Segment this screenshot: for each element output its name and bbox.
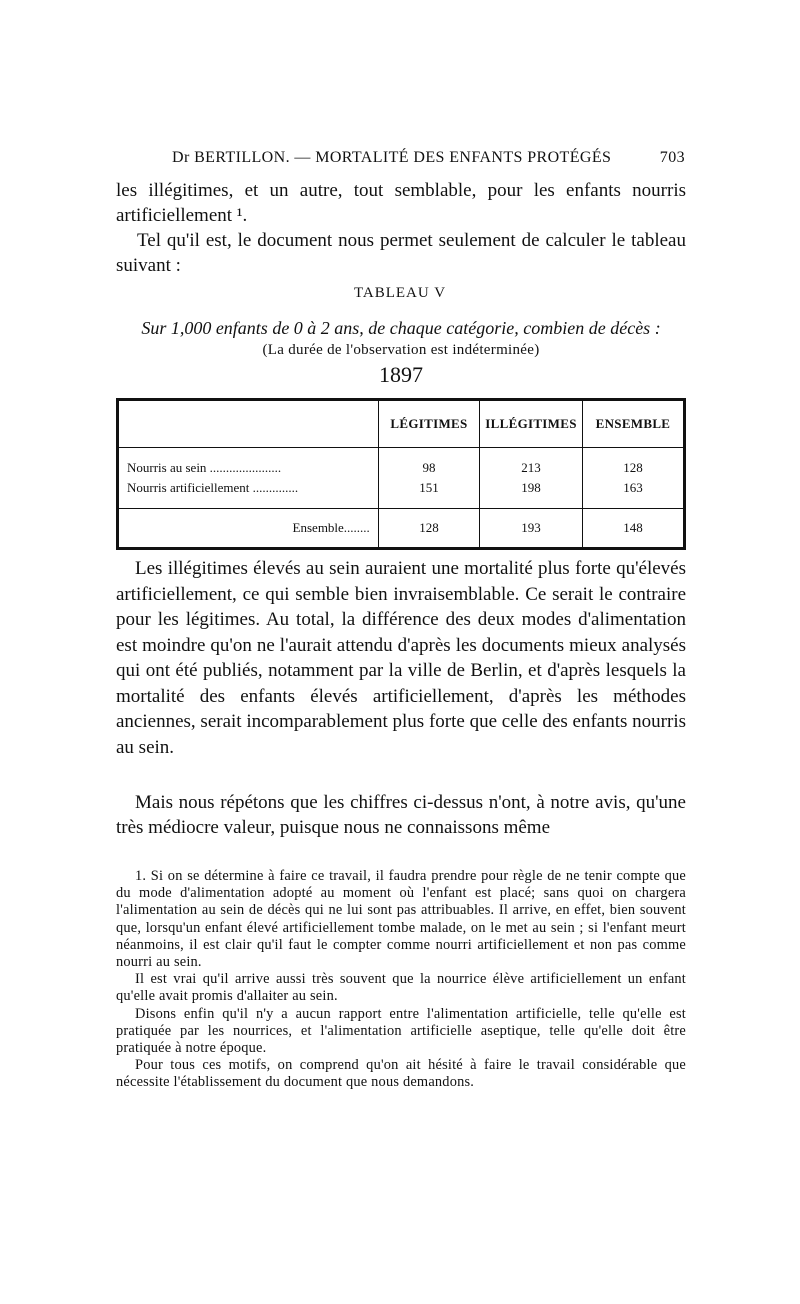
cell-artificiel-legitimes: 151 (378, 478, 479, 498)
cell-artificiel-ensemble: 163 (623, 480, 643, 495)
table-header-row (118, 400, 685, 448)
footnotes (116, 868, 686, 1092)
running-head-title: Dr BERTILLON. — MORTALITÉ DES ENFANTS PROTÉGÉS (172, 149, 612, 166)
mortality-table (116, 398, 686, 550)
paragraph-intro-table: Tel qu'il est, le document nous permet seulement de calculer le tableau suivant : (116, 230, 686, 276)
cell-sein-ensemble: 128 (623, 460, 643, 475)
table-total-row (118, 509, 685, 549)
paragraph-continuation: les illégitimes, et un autre, tout semblable, pour les enfants nourris artificiellement ¹. (116, 180, 686, 226)
header-legitimes: LÉGITIMES (378, 400, 479, 448)
cell-sein-illegitimes: 213 (480, 458, 583, 478)
header-ensemble: ENSEMBLE (582, 400, 684, 448)
footnote-paragraph: Il est vrai qu'il arrive aussi très souvent que la nourrice élève artificiellement un enfant qu'elle avait promis d'allaiter au sein. (116, 971, 686, 1005)
header-blank-cell (118, 400, 379, 448)
footnote-paragraph: Pour tous ces motifs, on comprend qu'on ait hésité à faire le travail considérable que nécessite l'établissement du document que nous demandons. (116, 1057, 686, 1091)
footnote-paragraph: Disons enfin qu'il n'y a aucun rapport entre l'alimentation artificielle, telle qu'elle est pratiquée par les nourrices, et l'alimentation artificielle aseptique, telle qu'elle doit être pratiquée à notre époque. (116, 1005, 686, 1057)
header-illegitimes: ILLÉGITIMES (480, 400, 583, 448)
page-number: 703 (659, 149, 685, 166)
paragraph-analysis: Les illégitimes élevés au sein auraient une mortalité plus forte qu'élevés artificiellement, ce qui semble bien invraisemblable. Ce serait le contraire pour les légitimes. Au total, la différence des deux modes d'alimentation est moindre qu'on ne l'aurait attendu d'après les documents mieux analysés qui ont été publiés, notamment par la ville de Berlin, et d'après lesquels la mortalité des enfants élevés artificiellement, d'après les méthodes anciennes, serait incomparablement plus forte que celle des enfants nourris au sein. (116, 558, 686, 758)
footnote-1: 1. Si on se détermine à faire ce travail, il faudra prendre pour règle de ne tenir compte que du mode d'alimentation adopté au moment où l'enfant est placé; sans quoi on chargera l'alimentation au sein de décès qui ne lui sont pas attribuables. Il arrive, en effet, bien souvent que, lorsqu'un enfant élevé artificiellement tombe malade, on le met au sein ; si l'enfant meurt néanmoins, il est clair qu'il faut le compter comme nourri artificiellement et non pas comme nourri au sein. (116, 868, 686, 971)
cell-total-ensemble: 148 (582, 509, 684, 549)
cell-total-illegitimes: 193 (480, 509, 583, 549)
table-year: 1897 (379, 362, 423, 387)
cell-sein-legitimes: 98 (378, 458, 479, 478)
row-label-sein: Nourris au sein ...................... (118, 458, 379, 478)
cell-artificiel-illegitimes: 198 (480, 478, 583, 498)
cell-total-legitimes: 128 (378, 509, 479, 549)
table-row (118, 458, 685, 478)
row-label-artificiel: Nourris artificiellement .............. (118, 478, 379, 498)
table-subcaption: (La durée de l'observation est indéterminée) (262, 342, 540, 358)
paragraph-caveat: Mais nous répétons que les chiffres ci-dessus n'ont, à notre avis, qu'une très médiocre valeur, puisque nous ne connaissons même (116, 792, 686, 838)
table-caption: Sur 1,000 enfants de 0 à 2 ans, de chaque catégorie, combien de décès : (141, 318, 661, 338)
table-label: TABLEAU V (353, 285, 447, 301)
running-head (172, 146, 685, 170)
table-row (118, 478, 685, 498)
row-label-ensemble: Ensemble........ (118, 509, 379, 549)
